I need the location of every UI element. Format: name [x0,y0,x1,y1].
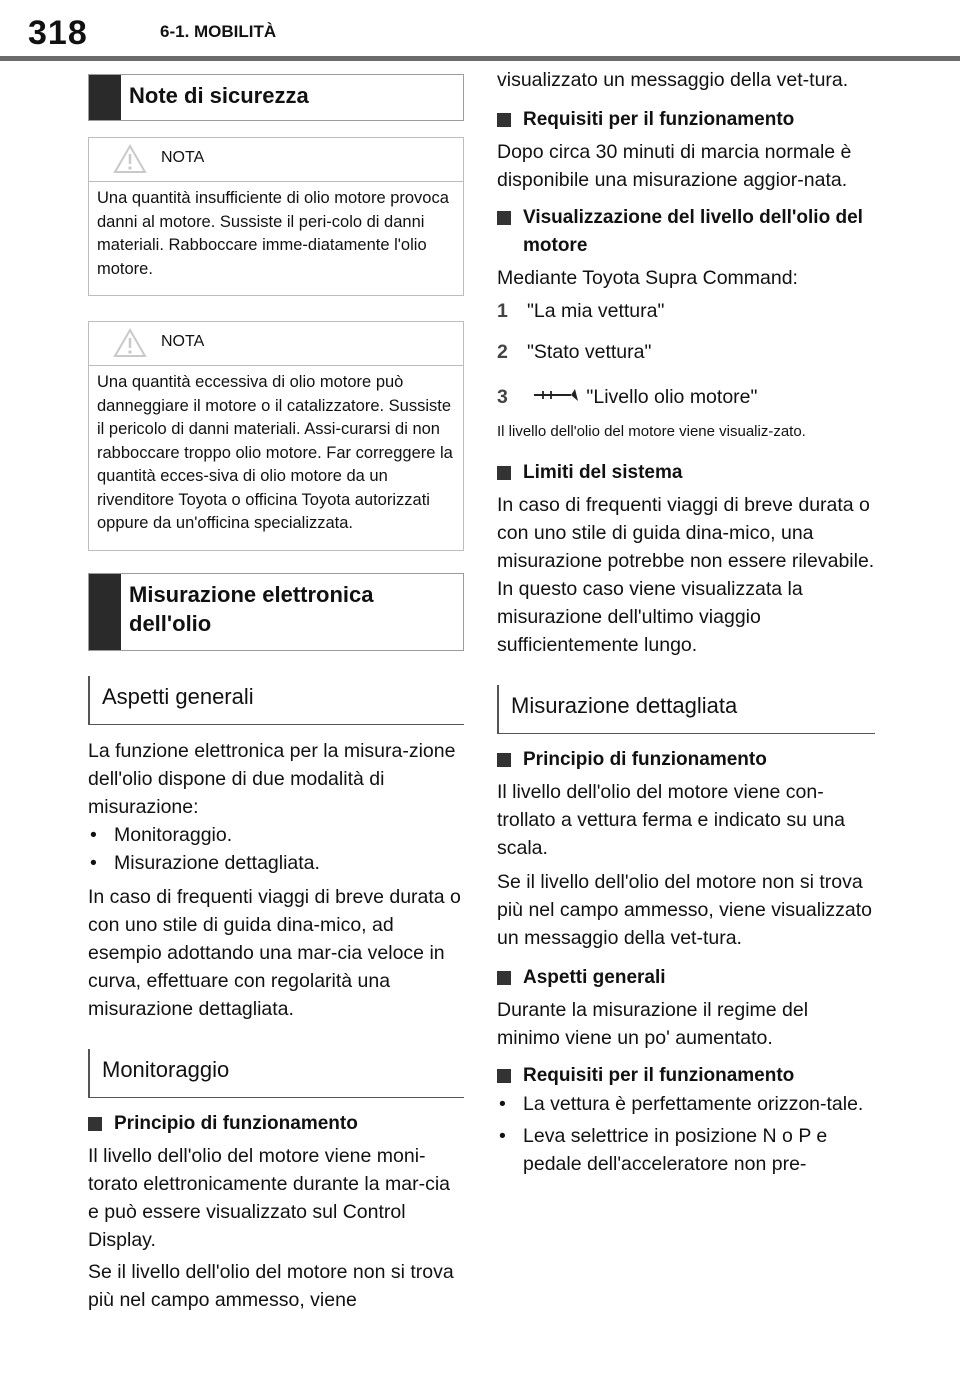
general-subheading: Aspetti generali [88,676,464,725]
display-note: Il livello dell'olio del motore viene visualiz-zato. [497,423,806,440]
square-bullet-icon [497,466,511,480]
mode-item: • Misurazione dettagliata. [88,849,464,877]
right-column [497,66,875,1178]
detail-principle-text: Il livello dell'olio del motore viene con-trollato a vettura ferma e indicato su una scala. [497,781,845,859]
detail-principle-heading: Principio di funzionamento [497,746,875,774]
heading-bar [89,75,121,120]
monitor-principle-text: Se il livello dell'olio del motore non si trova più nel campo ammesso, viene [88,1260,454,1311]
general-heading: Aspetti generali [497,964,875,992]
section-title: 6-1. MOBILITÀ [160,22,277,41]
monitor-principle-heading: Principio di funzionamento [88,1110,464,1138]
detail-principle-text: Se il livello dell'olio del motore non si trova più nel campo ammesso, viene visualizzato un messaggio della vet-tura. [497,871,873,949]
warning-triangle-icon [113,144,147,174]
limits-heading: Limiti del sistema [497,459,875,487]
heading-bar [89,574,121,650]
req-text: Dopo circa 30 minuti di marcia normale è disponibile una misurazione aggior-nata. [497,141,852,191]
step-item [497,338,875,366]
step-text: "La mia vettura" [527,300,665,322]
detail-subheading: Misurazione dettagliata [497,685,875,734]
monitor-principle-text: Il livello dell'olio del motore viene moni-torato elettronicamente durante la mar-cia e può essere visualizzato sul Control Display. [88,1144,451,1251]
notice-label: NOTA [161,149,205,166]
square-bullet-icon [88,1117,102,1131]
step-item [497,297,875,325]
continued-text: visualizzato un messaggio della vet-tura. [497,69,849,91]
notice-header [89,138,463,182]
header-rule [0,56,960,61]
step-text: "Livello olio motore" [586,386,758,408]
measure-heading-text: Misurazione elettronica dell'olio [129,581,374,636]
warning-triangle-icon [113,328,147,358]
monitor-subheading: Monitoraggio [88,1049,464,1098]
notice-text: Una quantità insufficiente di olio motore provoca danni al motore. Sussiste il peri-colo di danni materiali. Rabboccare imme-diatamente l'olio motore. [97,189,449,278]
step-text: "Stato vettura" [527,341,652,363]
square-bullet-icon [497,1069,511,1083]
square-bullet-icon [497,113,511,127]
square-bullet-icon [497,211,511,225]
safety-heading [88,74,464,121]
left-column [88,74,464,1314]
notice-label: NOTA [161,333,205,350]
display-intro: Mediante Toyota Supra Command: [497,267,798,289]
step-item [497,383,875,411]
oil-dipstick-icon [531,384,581,406]
step-number: 2 [497,341,508,363]
step-number: 1 [497,300,508,322]
limits-text: In caso di frequenti viaggi di breve durata o con uno stile di guida dina-mico, una misurazione potrebbe non essere rilevabile. In questo caso viene visualizzata la misurazione dell'ultimo viaggio sufficientemente lungo. [497,494,875,656]
general-text: Durante la misurazione il regime del minimo viene un po' aumentato. [497,999,809,1049]
notice-text: Una quantità eccessiva di olio motore può danneggiare il motore o il catalizzatore. Sussiste il pericolo di danni materiali. Assi-curarsi di non rabboccare troppo olio motore. Far correggere la quantità ecces-siva di olio motore da un rivenditore Toyota o officina Toyota autorizzati oppure da un'officina specializzata. [97,373,453,532]
notice-box [88,137,464,296]
safety-heading-text: Note di sicurezza [129,83,309,108]
display-heading: Visualizzazione del livello dell'olio del motore [497,204,875,260]
notice-header [89,322,463,366]
square-bullet-icon [497,971,511,985]
measure-heading [88,573,464,651]
notice-box [88,321,464,551]
page-number: 318 [28,14,88,52]
general-text: In caso di frequenti viaggi di breve durata o con uno stile di guida dina-mico, ad esempio adottando una mar-cia veloce in curva, effettuare con regolarità una misurazione dettagliata. [88,885,461,1020]
req-heading: Requisiti per il funzionamento [497,106,875,134]
mode-item: • Monitoraggio. [88,821,464,849]
step-number: 3 [497,386,508,408]
square-bullet-icon [497,753,511,767]
page-header [0,0,960,62]
req-item: • La vettura è perfettamente orizzon-tale. [497,1090,875,1118]
general-intro: La funzione elettronica per la misura-zione dell'olio dispone di due modalità di misurazione: [88,739,456,818]
req-item: • Leva selettrice in posizione N o P e pedale dell'acceleratore non pre- [497,1122,875,1178]
req2-heading: Requisiti per il funzionamento [497,1062,875,1090]
